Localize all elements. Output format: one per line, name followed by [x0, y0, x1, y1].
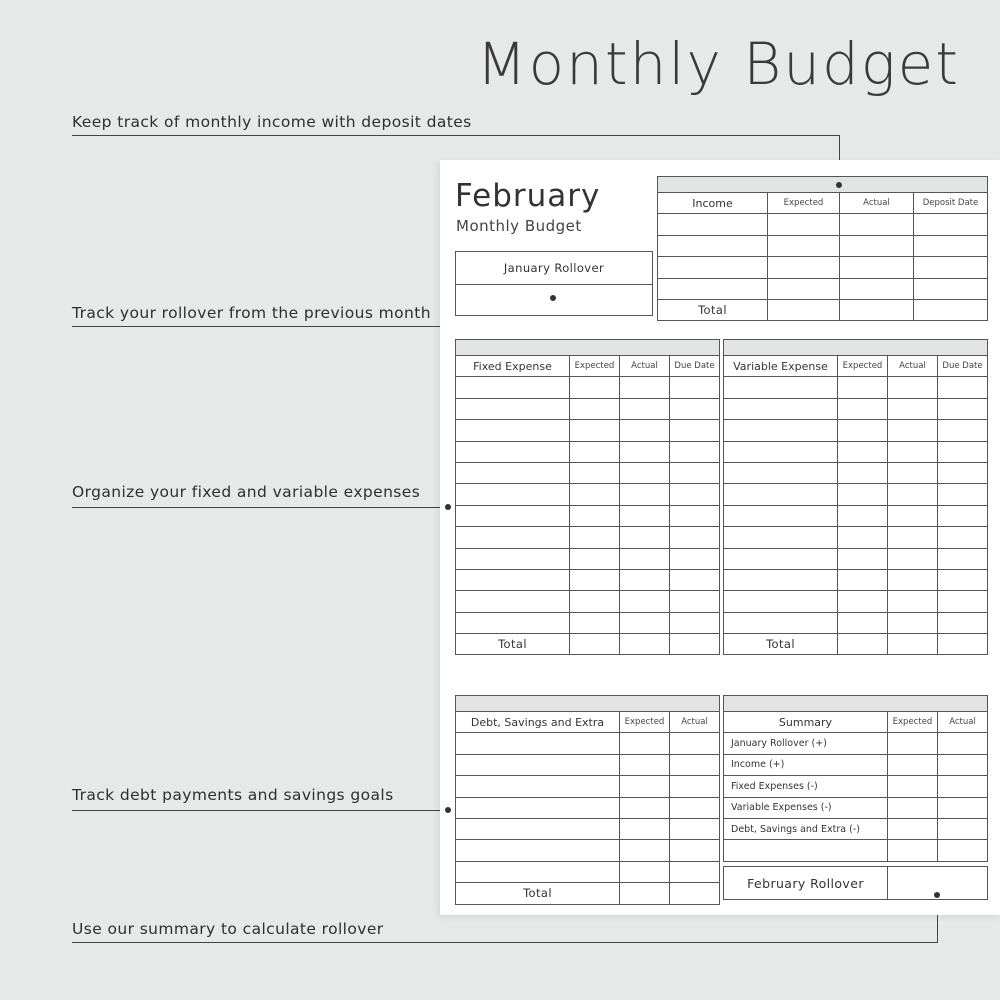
income-col-expected: Expected	[768, 193, 840, 214]
fixed-expense-row-cell[interactable]	[670, 612, 720, 633]
debt-total-label: Total	[456, 883, 620, 904]
callout-summary: Use our summary to calculate rollover	[72, 920, 384, 938]
variable-expense-row-cell[interactable]	[724, 527, 838, 548]
summary-cell[interactable]	[938, 733, 988, 754]
fixed-expense-row-cell[interactable]	[620, 548, 670, 569]
income-row-cell[interactable]	[768, 257, 840, 278]
fixed-total-cell[interactable]	[570, 634, 620, 655]
income-row-cell[interactable]	[658, 257, 768, 278]
rollover-out-label: February Rollover	[724, 867, 888, 900]
variable-expense-row	[724, 527, 988, 548]
income-row-cell[interactable]	[840, 214, 914, 235]
debt-row	[456, 776, 720, 797]
income-row-cell[interactable]	[840, 235, 914, 256]
summary-row-label: Income (+)	[724, 754, 888, 775]
fixed-expense-row-cell[interactable]	[456, 612, 570, 633]
callout-line	[72, 507, 448, 508]
callout-line	[72, 810, 448, 811]
fixed-expense-row-cell[interactable]	[456, 548, 570, 569]
variable-expense-row-cell[interactable]	[938, 591, 988, 612]
fixed-expense-row-cell[interactable]	[570, 548, 620, 569]
fixed-expense-row-cell[interactable]	[670, 441, 720, 462]
fixed-expense-row-cell[interactable]	[570, 398, 620, 419]
fixed-expense-row-cell[interactable]	[620, 420, 670, 441]
variable-total-label: Total	[724, 634, 838, 655]
fixed-expense-row-cell[interactable]	[570, 527, 620, 548]
variable-expense-row	[724, 398, 988, 419]
fixed-expense-row-cell[interactable]	[620, 569, 670, 590]
variable-expense-row-cell[interactable]	[938, 527, 988, 548]
variable-expense-row-cell[interactable]	[724, 484, 838, 505]
income-row-cell[interactable]	[914, 235, 988, 256]
debt-row-cell[interactable]	[670, 840, 720, 861]
callout-rollover: Track your rollover from the previous month	[72, 304, 431, 322]
fixed-expense-row-cell[interactable]	[670, 505, 720, 526]
fixed-expense-row-cell[interactable]	[620, 591, 670, 612]
summary-cell[interactable]	[938, 776, 988, 797]
variable-expense-row-cell[interactable]	[938, 505, 988, 526]
variable-expense-row-cell[interactable]	[938, 398, 988, 419]
summary-col-header: Summary	[724, 712, 888, 733]
summary-cell[interactable]	[888, 818, 938, 839]
fixed-expense-row-cell[interactable]	[570, 377, 620, 398]
fixed-col-due-date: Due Date	[670, 356, 720, 377]
variable-expense-row-cell[interactable]	[888, 398, 938, 419]
fixed-expense-row	[456, 569, 720, 590]
variable-expense-row-cell[interactable]	[724, 420, 838, 441]
summary-row-label: January Rollover (+)	[724, 733, 888, 754]
fixed-expense-row-cell[interactable]	[570, 484, 620, 505]
summary-cell[interactable]	[938, 840, 988, 861]
summary-row-label: Fixed Expenses (-)	[724, 776, 888, 797]
fixed-expense-table	[455, 339, 720, 655]
income-col-header: Income	[658, 193, 768, 214]
income-total-label: Total	[658, 299, 768, 320]
variable-expense-row-cell[interactable]	[724, 398, 838, 419]
summary-cell[interactable]	[938, 797, 988, 818]
fixed-expense-row-cell[interactable]	[456, 441, 570, 462]
variable-expense-row-cell[interactable]	[888, 548, 938, 569]
summary-row-label: Debt, Savings and Extra (-)	[724, 818, 888, 839]
summary-row	[724, 840, 988, 861]
fixed-expense-row	[456, 420, 720, 441]
variable-expense-row-cell[interactable]	[888, 612, 938, 633]
variable-expense-row-cell[interactable]	[724, 569, 838, 590]
variable-expense-row-cell[interactable]	[938, 548, 988, 569]
fixed-expense-row-cell[interactable]	[670, 420, 720, 441]
fixed-expense-row	[456, 505, 720, 526]
income-row-cell[interactable]	[658, 214, 768, 235]
variable-expense-row-cell[interactable]	[938, 569, 988, 590]
debt-row-cell[interactable]	[670, 776, 720, 797]
variable-expense-row-cell[interactable]	[838, 591, 888, 612]
variable-expense-row-cell[interactable]	[938, 484, 988, 505]
debt-col-expected: Expected	[620, 712, 670, 733]
variable-expense-row-cell[interactable]	[938, 612, 988, 633]
variable-expense-row-cell[interactable]	[838, 377, 888, 398]
rollover-in-text: January Rollover	[503, 261, 605, 275]
fixed-expense-row-cell[interactable]	[620, 505, 670, 526]
fixed-expense-row-cell[interactable]	[620, 527, 670, 548]
fixed-expense-row-cell[interactable]	[670, 377, 720, 398]
debt-row	[456, 861, 720, 882]
fixed-expense-row-cell[interactable]	[620, 441, 670, 462]
callout-dot	[836, 182, 842, 188]
debt-total-cell[interactable]	[620, 883, 670, 904]
summary-row	[724, 818, 988, 839]
income-row-cell[interactable]	[768, 214, 840, 235]
fixed-expense-row-cell[interactable]	[570, 462, 620, 483]
summary-col-expected: Expected	[888, 712, 938, 733]
fixed-total-cell[interactable]	[620, 634, 670, 655]
fixed-expense-row	[456, 591, 720, 612]
debt-row-cell[interactable]	[456, 754, 620, 775]
debt-row-cell[interactable]	[620, 861, 670, 882]
variable-expense-row-cell[interactable]	[838, 441, 888, 462]
income-row	[658, 235, 988, 256]
debt-row-cell[interactable]	[670, 818, 720, 839]
income-total-cell[interactable]	[914, 299, 988, 320]
debt-row-cell[interactable]	[456, 733, 620, 754]
income-col-actual: Actual	[840, 193, 914, 214]
debt-row-cell[interactable]	[620, 733, 670, 754]
variable-expense-row-cell[interactable]	[888, 505, 938, 526]
table-header-bar	[456, 696, 720, 712]
fixed-expense-row-cell[interactable]	[670, 484, 720, 505]
fixed-col-header: Fixed Expense	[456, 356, 570, 377]
summary-row	[724, 797, 988, 818]
debt-row-cell[interactable]	[456, 818, 620, 839]
debt-row-cell[interactable]	[620, 797, 670, 818]
callout-income: Keep track of monthly income with deposit dates	[72, 113, 472, 131]
callout-line	[72, 942, 938, 943]
income-table	[657, 176, 988, 321]
summary-row	[724, 733, 988, 754]
variable-expense-row-cell[interactable]	[888, 484, 938, 505]
fixed-expense-row-cell[interactable]	[620, 377, 670, 398]
variable-expense-row	[724, 420, 988, 441]
fixed-expense-row-cell[interactable]	[670, 569, 720, 590]
variable-expense-row-cell[interactable]	[938, 420, 988, 441]
debt-row-cell[interactable]	[456, 797, 620, 818]
variable-col-expected: Expected	[838, 356, 888, 377]
variable-col-actual: Actual	[888, 356, 938, 377]
summary-cell[interactable]	[888, 797, 938, 818]
fixed-expense-row-cell[interactable]	[620, 462, 670, 483]
fixed-expense-row-cell[interactable]	[456, 420, 570, 441]
debt-row-cell[interactable]	[456, 840, 620, 861]
debt-row	[456, 818, 720, 839]
fixed-expense-row	[456, 548, 720, 569]
sheet-month: February	[455, 178, 601, 214]
summary-row	[724, 776, 988, 797]
debt-row-cell[interactable]	[620, 840, 670, 861]
fixed-expense-row-cell[interactable]	[456, 569, 570, 590]
variable-expense-row	[724, 505, 988, 526]
callout-debt: Track debt payments and savings goals	[72, 786, 394, 804]
callout-dot	[934, 892, 940, 898]
fixed-expense-row	[456, 462, 720, 483]
income-row-cell[interactable]	[768, 235, 840, 256]
summary-cell[interactable]	[724, 840, 888, 861]
rollover-out-table	[723, 866, 988, 900]
variable-expense-row-cell[interactable]	[838, 527, 888, 548]
fixed-expense-row-cell[interactable]	[456, 462, 570, 483]
debt-row	[456, 754, 720, 775]
income-row-cell[interactable]	[914, 257, 988, 278]
variable-expense-row-cell[interactable]	[938, 462, 988, 483]
variable-expense-row-cell[interactable]	[724, 505, 838, 526]
callout-dot	[445, 504, 451, 510]
variable-expense-row-cell[interactable]	[888, 527, 938, 548]
variable-expense-row-cell[interactable]	[838, 462, 888, 483]
debt-col-header: Debt, Savings and Extra	[456, 712, 620, 733]
variable-total-cell[interactable]	[888, 634, 938, 655]
variable-expense-row	[724, 484, 988, 505]
debt-row	[456, 733, 720, 754]
variable-expense-row-cell[interactable]	[838, 420, 888, 441]
income-row-cell[interactable]	[914, 214, 988, 235]
fixed-expense-row-cell[interactable]	[456, 527, 570, 548]
fixed-total-label: Total	[456, 634, 570, 655]
variable-expense-row-cell[interactable]	[938, 377, 988, 398]
fixed-expense-row-cell[interactable]	[570, 591, 620, 612]
fixed-expense-row-cell[interactable]	[570, 505, 620, 526]
variable-expense-row	[724, 462, 988, 483]
variable-expense-row-cell[interactable]	[838, 548, 888, 569]
fixed-expense-row	[456, 398, 720, 419]
variable-expense-row-cell[interactable]	[724, 591, 838, 612]
income-total-cell[interactable]	[840, 299, 914, 320]
variable-expense-row-cell[interactable]	[724, 441, 838, 462]
fixed-expense-row-cell[interactable]	[670, 527, 720, 548]
fixed-expense-row	[456, 484, 720, 505]
summary-cell[interactable]	[938, 818, 988, 839]
fixed-expense-row-cell[interactable]	[570, 612, 620, 633]
income-row	[658, 278, 988, 299]
fixed-expense-row-cell[interactable]	[670, 462, 720, 483]
variable-total-cell[interactable]	[838, 634, 888, 655]
variable-expense-row	[724, 569, 988, 590]
debt-row-cell[interactable]	[620, 754, 670, 775]
fixed-expense-row	[456, 377, 720, 398]
summary-cell[interactable]	[888, 733, 938, 754]
fixed-expense-row-cell[interactable]	[620, 612, 670, 633]
fixed-expense-row	[456, 612, 720, 633]
income-col-deposit-date: Deposit Date	[914, 193, 988, 214]
summary-cell[interactable]	[888, 776, 938, 797]
income-row-cell[interactable]	[840, 257, 914, 278]
fixed-col-actual: Actual	[620, 356, 670, 377]
summary-cell[interactable]	[888, 754, 938, 775]
income-row-cell[interactable]	[914, 278, 988, 299]
variable-expense-row-cell[interactable]	[888, 441, 938, 462]
variable-expense-table	[723, 339, 988, 655]
fixed-expense-row-cell[interactable]	[456, 591, 570, 612]
variable-expense-row-cell[interactable]	[938, 441, 988, 462]
income-row-cell[interactable]	[840, 278, 914, 299]
debt-row-cell[interactable]	[670, 754, 720, 775]
debt-row-cell[interactable]	[670, 861, 720, 882]
debt-savings-table	[455, 695, 720, 905]
summary-cell[interactable]	[888, 840, 938, 861]
variable-expense-row-cell[interactable]	[888, 591, 938, 612]
callout-line	[72, 135, 840, 136]
debt-col-actual: Actual	[670, 712, 720, 733]
debt-row	[456, 840, 720, 861]
debt-row-cell[interactable]	[620, 776, 670, 797]
variable-expense-row	[724, 441, 988, 462]
fixed-expense-row-cell[interactable]	[456, 505, 570, 526]
variable-expense-row-cell[interactable]	[838, 505, 888, 526]
fixed-expense-row-cell[interactable]	[456, 484, 570, 505]
variable-expense-row	[724, 548, 988, 569]
income-row-cell[interactable]	[658, 278, 768, 299]
table-header-bar	[456, 340, 720, 356]
variable-expense-row	[724, 612, 988, 633]
fixed-total-cell[interactable]	[670, 634, 720, 655]
variable-expense-row-cell[interactable]	[724, 548, 838, 569]
fixed-expense-row-cell[interactable]	[670, 548, 720, 569]
summary-col-actual: Actual	[938, 712, 988, 733]
fixed-expense-row-cell[interactable]	[570, 441, 620, 462]
variable-expense-row-cell[interactable]	[724, 612, 838, 633]
fixed-expense-row-cell[interactable]	[456, 398, 570, 419]
variable-col-due-date: Due Date	[938, 356, 988, 377]
income-total-cell[interactable]	[768, 299, 840, 320]
debt-row-cell[interactable]	[456, 776, 620, 797]
summary-row-label: Variable Expenses (-)	[724, 797, 888, 818]
variable-total-cell[interactable]	[938, 634, 988, 655]
variable-col-header: Variable Expense	[724, 356, 838, 377]
debt-row	[456, 797, 720, 818]
variable-expense-row	[724, 377, 988, 398]
fixed-expense-row-cell[interactable]	[456, 377, 570, 398]
debt-row-cell[interactable]	[620, 818, 670, 839]
variable-expense-row-cell[interactable]	[724, 462, 838, 483]
income-row-cell[interactable]	[768, 278, 840, 299]
variable-expense-row-cell[interactable]	[888, 569, 938, 590]
variable-expense-row-cell[interactable]	[838, 398, 888, 419]
debt-row-cell[interactable]	[670, 733, 720, 754]
fixed-expense-row-cell[interactable]	[670, 398, 720, 419]
variable-expense-row	[724, 591, 988, 612]
callout-dot	[550, 295, 556, 301]
fixed-expense-row-cell[interactable]	[620, 484, 670, 505]
fixed-expense-row	[456, 441, 720, 462]
debt-total-cell[interactable]	[670, 883, 720, 904]
callout-expenses: Organize your fixed and variable expenses	[72, 483, 421, 501]
variable-expense-row-cell[interactable]	[888, 420, 938, 441]
variable-expense-row-cell[interactable]	[724, 377, 838, 398]
summary-row	[724, 754, 988, 775]
income-row-cell[interactable]	[658, 235, 768, 256]
variable-expense-row-cell[interactable]	[888, 462, 938, 483]
income-row	[658, 257, 988, 278]
table-header-bar	[724, 696, 988, 712]
summary-cell[interactable]	[938, 754, 988, 775]
variable-expense-row-cell[interactable]	[888, 377, 938, 398]
table-header-bar	[658, 177, 988, 193]
fixed-expense-row-cell[interactable]	[620, 398, 670, 419]
variable-expense-row-cell[interactable]	[838, 569, 888, 590]
variable-expense-row-cell[interactable]	[838, 484, 888, 505]
fixed-col-expected: Expected	[570, 356, 620, 377]
table-header-bar	[724, 340, 988, 356]
fixed-expense-row-cell[interactable]	[570, 420, 620, 441]
variable-expense-row-cell[interactable]	[838, 612, 888, 633]
callout-dot	[445, 807, 451, 813]
fixed-expense-row-cell[interactable]	[670, 591, 720, 612]
rollover-in-label	[455, 251, 653, 285]
summary-table	[723, 695, 988, 862]
fixed-expense-row	[456, 527, 720, 548]
page-title: Monthly Budget	[476, 30, 960, 98]
sheet-subtitle: Monthly Budget	[456, 217, 582, 235]
fixed-expense-row-cell[interactable]	[570, 569, 620, 590]
income-row	[658, 214, 988, 235]
debt-row-cell[interactable]	[670, 797, 720, 818]
debt-row-cell[interactable]	[456, 861, 620, 882]
